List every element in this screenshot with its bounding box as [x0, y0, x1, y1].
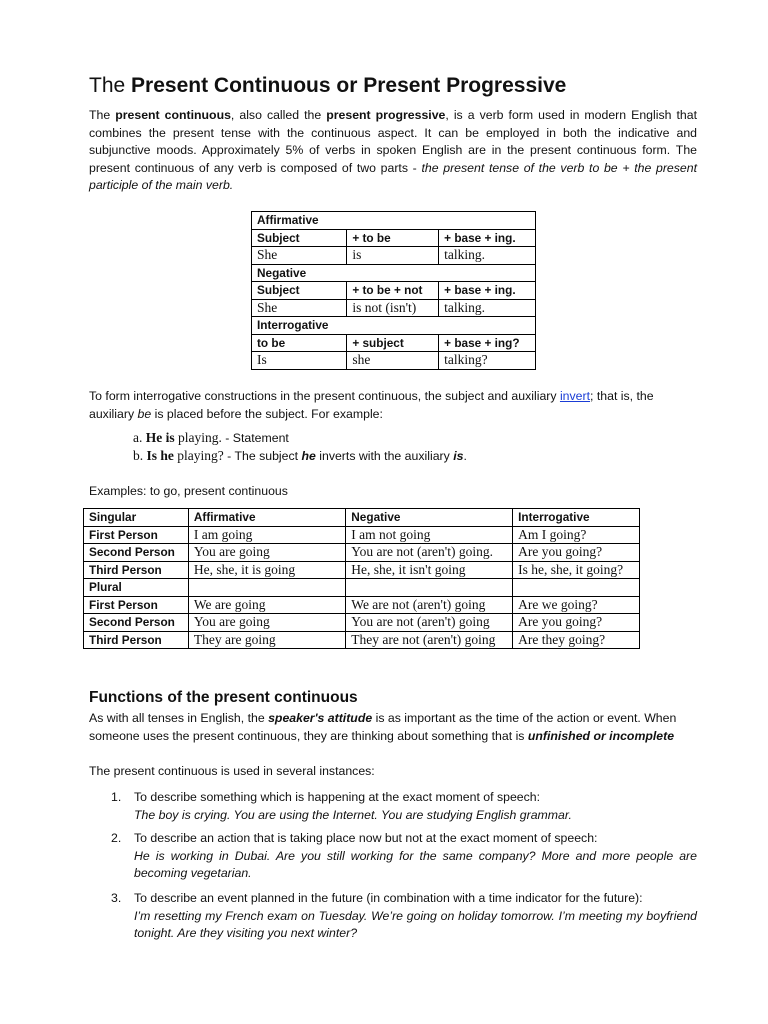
- table-row: Third Person He, she, it is going He, she, it isn't going Is he, she, it going?: [84, 561, 640, 579]
- title-bold: Present Continuous or Present Progressive: [131, 74, 567, 97]
- example-b: b. Is he playing? - The subject he inverts with the auxiliary is.: [133, 448, 467, 463]
- usage-intro: The present continuous is used in several instances:: [89, 764, 375, 778]
- table-row: Third Person They are going They are not (aren't) going Are they going?: [84, 631, 640, 649]
- interrogative-paragraph: To form interrogative constructions in the present continuous, the subject and auxiliary invert; that is, the auxiliary be is placed before the subject. For example:: [89, 389, 654, 421]
- table-row: Second Person You are going You are not (aren't) going. Are you going?: [84, 544, 640, 562]
- column-header-row: to be + subject + base + ing?: [252, 334, 536, 352]
- section-label-row: Interrogative: [252, 317, 536, 335]
- table-row: Plural: [84, 579, 640, 597]
- page-title: [89, 74, 566, 98]
- term-present-progressive: present progressive: [326, 108, 446, 122]
- invert-link[interactable]: invert: [559, 389, 591, 403]
- table-row: She is talking.: [252, 247, 536, 265]
- example-a: a. He is playing. - Statement: [133, 430, 289, 445]
- header-row: Singular Affirmative Negative Interrogative: [84, 509, 640, 527]
- table-row: She is not (isn't) talking.: [252, 299, 536, 317]
- document-page: The Present Continuous or Present Progressive The present continuous, also called the present progressive, is a verb form used in modern English that combines the present tense with the continuous aspect. It can be employed in both the indicative and subjunctive moods. Approximately 5% of verbs in spoken English are in the present continuous form. The present continuous of any verb is composed of two parts - the present tense of the verb to be + the present participle of the main verb. Affirmative Subject + to be + base + ing. She is talking. Negative Subject + to be + not + base + ing. She is not (isn't) talking. Interrogative to be + subject + base + ing? Is she talking? To form interrogative constructions in the present continuous, the subject and auxiliary invert; that is, the auxiliary be is placed before the subject. For example: a. He is playing. - Statement b. Is he playing? - The subject he inverts with the auxiliary is. Examples: to go, present continuous Singular Affirmative Negative Interrogative First Person I am going I am not going Am I going? Second Person You are going You are not (aren't) going. Are you going? Third Person He, she, it is going He, she, it isn't going Is he, she, it going? Plural First Person We are going We are not (aren't) going Are we going? Second Person You are going You are not (aren't) going Are you going? Third Person They are going They are not (aren't) going Are they going? Functions of the present continuous As with all tenses in English, the speaker's attitude is as important as the time of the action or event. When someone uses the present continuous, they are thinking about something that is unfinished or incomplete The present continuous is used in several instances: 1. To describe something which is happening at the exact moment of speech: The boy is crying. You are using the Internet. You are studying English grammar. 2. To describe an action that is taking place now but not at the exact moment of speech: He is working in Dubai. Are you still working for the same company? More and more people are becoming vegetarian. 3. To describe an event planned in the future (in combination with a time indicator for the future): I’m resetting my French exam on Tuesday. We’re going on holiday tomorrow. I’m meeting my boyfriend tonight. Are they visiting you next winter?: [0, 0, 768, 1024]
- table-row: Is she talking?: [252, 352, 536, 370]
- intro-paragraph: The present continuous, also called the present progressive, is a verb form used in modern English that combines the present tense with the continuous aspect. It can be employed in both the indicative and subjunctive moods. Approximately 5% of verbs in spoken English are in the present continuous form. The present continuous of any verb is composed of two parts - the present tense of the verb to be + the present participle of the main verb.: [89, 108, 698, 192]
- intro-formula: the present tense of the verb to be + the present participle of the main verb.: [89, 160, 697, 192]
- column-header-row: Subject + to be + not + base + ing.: [252, 282, 536, 300]
- conjugation-table: [251, 211, 536, 370]
- section-label-row: Negative: [252, 264, 536, 282]
- functions-paragraph: As with all tenses in English, the speaker's attitude is as important as the time of the action or event. When someone uses the present continuous, they are thinking about something that is unfinished or incomplete: [89, 711, 677, 743]
- table-row: Second Person You are going You are not (aren't) going Are you going?: [84, 614, 640, 632]
- table-row: First Person We are going We are not (aren't) going Are we going?: [84, 596, 640, 614]
- to-go-table: [83, 508, 640, 649]
- title-prefix: The: [89, 74, 132, 97]
- table-row: First Person I am going I am not going Am I going?: [84, 526, 640, 544]
- examples-label: Examples: to go, present continuous: [89, 484, 288, 498]
- functions-heading: Functions of the present continuous: [89, 689, 358, 706]
- term-present-continuous: present continuous: [115, 108, 231, 122]
- section-label-row: Affirmative: [252, 212, 536, 230]
- column-header-row: Subject + to be + base + ing.: [252, 229, 536, 247]
